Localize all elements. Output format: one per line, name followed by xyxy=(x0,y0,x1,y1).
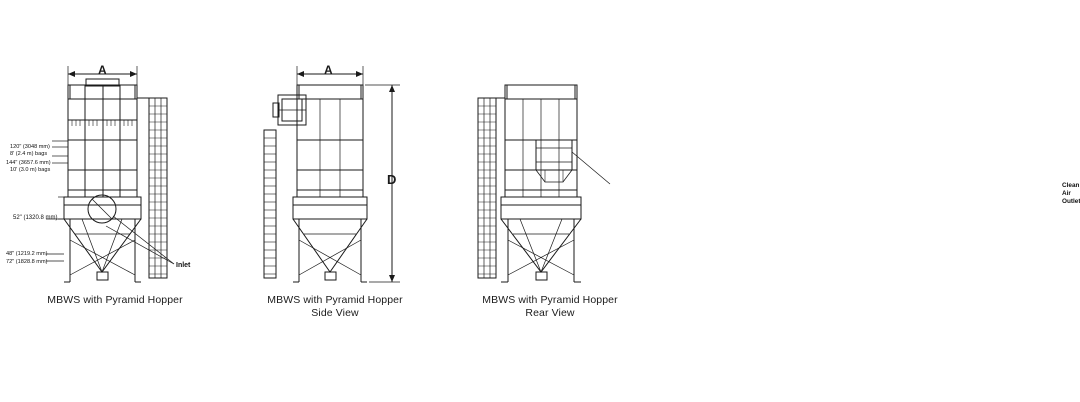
caption-rear-view xyxy=(450,294,650,320)
caption-front-view: MBWS with Pyramid Hopper xyxy=(47,294,183,306)
figure-rear-view xyxy=(450,0,1080,340)
side-view-drawing xyxy=(240,0,430,340)
clean-air-outlet-label-line1: Clean xyxy=(1062,182,1080,189)
front-lower-note-1: 72" (1828.8 mm) xyxy=(6,259,48,265)
dimension-label-a-front: A xyxy=(98,63,107,77)
figure-front-view xyxy=(0,0,230,340)
dimension-label-a-side: A xyxy=(324,63,333,77)
front-mid-note: 52" (1320.8 mm) xyxy=(13,215,58,221)
caption-side-view-line1: MBWS with Pyramid Hopper xyxy=(267,294,403,306)
clean-air-outlet-label xyxy=(1062,182,1080,206)
dimension-label-d-side: D xyxy=(387,172,397,187)
front-height-note-0: 120" (3048 mm) xyxy=(10,144,50,150)
caption-side-view xyxy=(240,294,430,320)
front-height-note-1: 8' (2.4 m) bags xyxy=(10,151,48,157)
rear-view-drawing xyxy=(450,0,650,340)
caption-side-view-line2: Side View xyxy=(311,307,359,319)
front-height-note-2: 144" (3657.6 mm) xyxy=(6,160,51,166)
caption-rear-view-line1: MBWS with Pyramid Hopper xyxy=(482,294,618,306)
clean-air-outlet-label-line3: Outlet xyxy=(1062,198,1080,205)
inlet-label: Inlet xyxy=(176,262,191,269)
clean-air-outlet-label-line2: Air xyxy=(1062,190,1071,197)
figure-side-view xyxy=(240,0,430,340)
front-height-note-3: 10' (3.0 m) bags xyxy=(10,167,51,173)
front-lower-note-0: 48" (1219.2 mm) xyxy=(6,251,48,257)
caption-rear-view-line2: Rear View xyxy=(525,307,575,319)
